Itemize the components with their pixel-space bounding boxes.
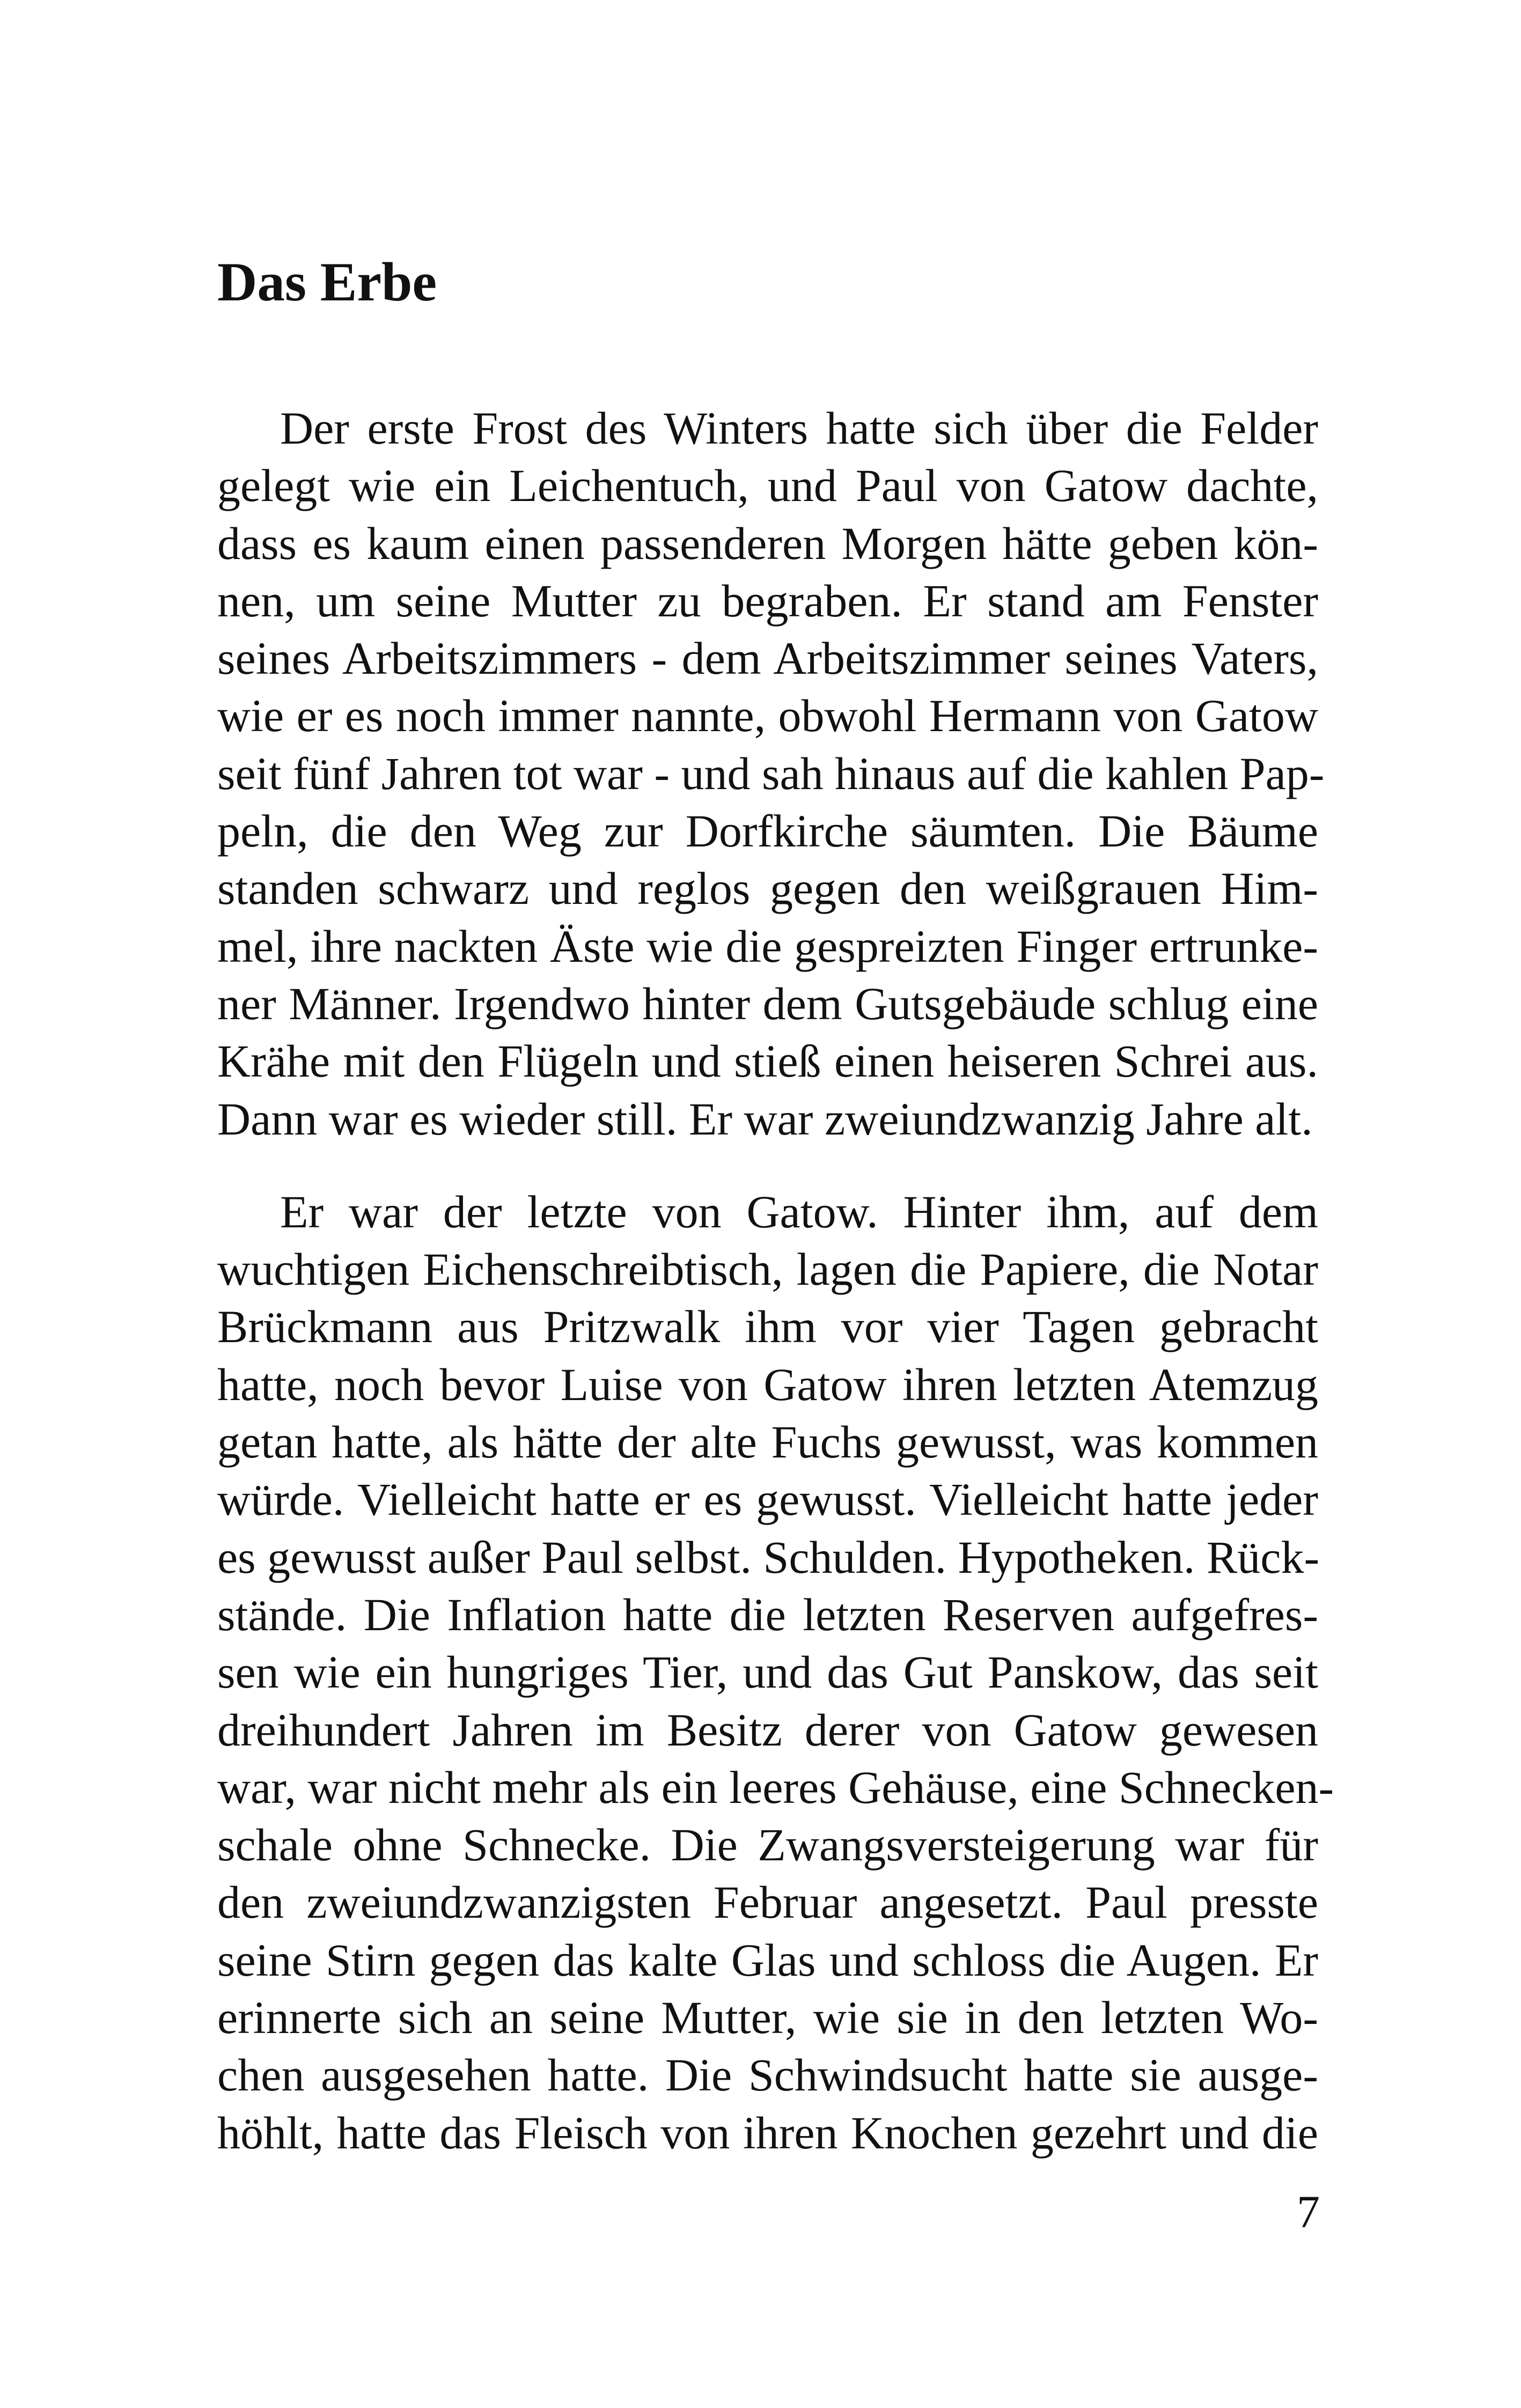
chapter-title: Das Erbe — [217, 252, 437, 313]
body-text — [217, 400, 1334, 2162]
text-line: Er war der letzte von Gatow. Hinter ihm, auf dem — [280, 1185, 1318, 1238]
page-number: 7 — [1297, 2186, 1320, 2237]
text-line: seit fünf Jahren tot war - und sah hinaus auf die kahlen Pap- — [217, 747, 1325, 799]
paragraph-2 — [217, 1183, 1334, 2162]
text-line: war, war nicht mehr als ein leeres Gehäuse, eine Schnecken- — [217, 1761, 1334, 1813]
text-line: Der erste Frost des Winters hatte sich über die Felder — [280, 402, 1318, 454]
text-line: chen ausgesehen hatte. Die Schwindsucht hatte sie ausge- — [217, 2049, 1318, 2101]
text-line: dreihundert Jahren im Besitz derer von Gatow gewesen — [217, 1704, 1318, 1756]
text-line: wie er es noch immer nannte, obwohl Hermann von Gatow — [217, 690, 1318, 742]
text-line: mel, ihre nackten Äste wie die gespreizten Finger ertrunke- — [217, 920, 1318, 972]
text-line: Krähe mit den Flügeln und stieß einen heiseren Schrei aus. — [217, 1035, 1318, 1087]
paragraph-1 — [217, 400, 1325, 1148]
text-line: sen wie ein hungriges Tier, und das Gut Panskow, das seit — [217, 1646, 1318, 1698]
text-line: es gewusst außer Paul selbst. Schulden. Hypotheken. Rück- — [217, 1531, 1320, 1583]
text-line: ner Männer. Irgendwo hinter dem Gutsgebäude schlug eine — [217, 977, 1318, 1029]
text-line: Dann war es wieder still. Er war zweiundzwanzig Jahre alt. — [217, 1093, 1313, 1145]
text-line: Brückmann aus Pritzwalk ihm vor vier Tagen gebracht — [217, 1301, 1318, 1353]
text-line: gelegt wie ein Leichentuch, und Paul von Gatow dachte, — [217, 460, 1318, 512]
text-line: peln, die den Weg zur Dorfkirche säumten. Die Bäume — [217, 805, 1318, 857]
text-line: nen, um seine Mutter zu begraben. Er stand am Fenster — [217, 575, 1318, 627]
text-line: erinnerte sich an seine Mutter, wie sie in den letzten Wo- — [217, 1992, 1318, 2044]
text-line: hatte, noch bevor Luise von Gatow ihren letzten Atemzug — [217, 1358, 1318, 1410]
text-line: den zweiundzwanzigsten Februar angesetzt. Paul presste — [217, 1876, 1318, 1928]
text-line: höhlt, hatte das Fleisch von ihren Knochen gezehrt und die — [217, 2107, 1318, 2159]
text-line: standen schwarz und reglos gegen den weißgrauen Him- — [217, 863, 1318, 915]
paragraph-gap — [217, 1148, 1318, 1183]
text-line: dass es kaum einen passenderen Morgen hätte geben kön- — [217, 517, 1318, 569]
text-line: wuchtigen Eichenschreibtisch, lagen die Papiere, die Notar — [217, 1243, 1318, 1295]
text-line: seine Stirn gegen das kalte Glas und schloss die Augen. Er — [217, 1934, 1318, 1986]
text-line: getan hatte, als hätte der alte Fuchs gewusst, was kommen — [217, 1416, 1318, 1468]
text-line: seines Arbeitszimmers - dem Arbeitszimmer seines Vaters, — [217, 632, 1318, 684]
text-line: schale ohne Schnecke. Die Zwangsversteigerung war für — [217, 1819, 1318, 1871]
text-line: würde. Vielleicht hatte er es gewusst. Vielleicht hatte jeder — [217, 1474, 1318, 1526]
text-line: stände. Die Inflation hatte die letzten Reserven aufgefres- — [217, 1588, 1318, 1640]
